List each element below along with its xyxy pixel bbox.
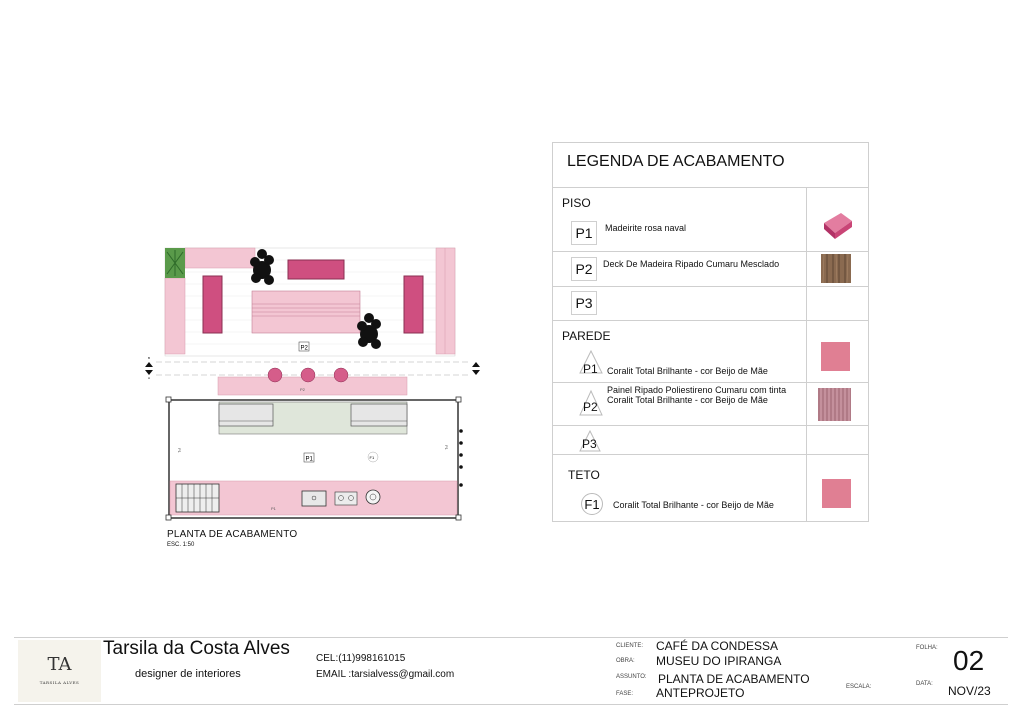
plan-scale: ESC. 1:50 [167, 542, 195, 548]
piso-code-p2: P2 [571, 257, 597, 281]
section-parede: PAREDE [562, 329, 611, 343]
teto-desc-f1: Coralit Total Brilhante - cor Beijo de Mãe [613, 500, 774, 510]
wall-tag-p1-small: P1 [271, 506, 276, 511]
teto-code-f1: F1 [581, 493, 603, 515]
parede-code-p1: P1 [583, 362, 598, 376]
bench-top [288, 260, 344, 279]
obra-label: OBRA: [616, 658, 635, 664]
door-hinge-icon [459, 429, 463, 487]
section-piso: PISO [562, 196, 591, 210]
swatch-coralit-wall [821, 342, 850, 371]
parede-desc-p2: Painel Ripado Poliestireno Cumaru com tinta Coralit Total Brilhante - cor Beijo de Mãe [607, 385, 787, 405]
stool-icon [268, 368, 348, 382]
fase-value: ANTEPROJETO [656, 686, 745, 700]
wall-tag-p1-right: P1 [444, 445, 449, 450]
logo-name: TARSILA ALVES [39, 680, 80, 685]
floor-tag-p2: P2 [300, 345, 308, 352]
folha-label: FOLHA: [916, 645, 938, 651]
fase-label: FASE: [616, 691, 634, 697]
client-value: CAFÉ DA CONDESSA [656, 639, 779, 653]
parede-code-p2: P2 [583, 400, 598, 414]
ceiling-tag-f1: F1 [369, 455, 375, 460]
plan-title: PLANTA DE ACABAMENTO [167, 529, 298, 540]
email: EMAIL :tarsialvess@gmail.com [316, 669, 455, 680]
section-label-b: B [148, 356, 151, 360]
sink-icon [302, 491, 326, 506]
deck-wall-right [436, 248, 455, 354]
swatch-coralit-ceiling [822, 479, 851, 508]
date-value: NOV/23 [948, 684, 991, 698]
wall-tag-p2-small: P2 [300, 387, 305, 392]
logo-monogram: TA [47, 654, 72, 675]
bench-right [404, 276, 423, 333]
studio-logo [18, 640, 101, 702]
floor-tag-p1: P1 [305, 456, 313, 463]
escala-label: ESCALA: [846, 684, 872, 690]
section-teto: TETO [568, 468, 600, 482]
display-fridge-right [351, 404, 407, 426]
piso-code-p1: P1 [571, 221, 597, 245]
display-fridge-left [219, 404, 273, 426]
finish-floor-plan [140, 244, 485, 524]
wall-tag-p1-left: P1 [177, 448, 182, 453]
assunto-value: PLANTA DE ACABAMENTO [658, 672, 810, 686]
deck-wall-top [185, 248, 255, 268]
sheet-number: 02 [953, 645, 985, 676]
designer-name: Tarsila da Costa Alves [103, 638, 290, 659]
designer-role: designer de interiores [135, 668, 241, 680]
bench-left [203, 276, 222, 333]
piso-desc-p2: Deck De Madeira Ripado Cumaru Mesclado [603, 259, 780, 269]
swatch-ripado-panel [818, 388, 851, 421]
piso-code-p3: P3 [571, 291, 597, 315]
deck-wall-left [165, 278, 185, 354]
section-label-a: A [148, 376, 151, 380]
parede-desc-p1: Coralit Total Brilhante - cor Beijo de Mãe [607, 366, 768, 376]
phone: CEL:(11)998161015 [316, 653, 406, 664]
finish-legend [552, 142, 869, 522]
piso-desc-p1: Madeirite rosa naval [605, 223, 687, 233]
obra-value: MUSEU DO IPIRANGA [656, 654, 782, 668]
swatch-deck-wood [821, 254, 851, 283]
client-label: CLIENTE: [616, 643, 644, 649]
assunto-label: ASSUNTO: [616, 674, 647, 680]
coffee-machine-icon [366, 490, 380, 504]
swatch-madeirite [821, 209, 855, 241]
parede-code-p3: P3 [582, 437, 597, 451]
data-label: DATA: [916, 681, 933, 687]
legend-title: LEGENDA DE ACABAMENTO [567, 153, 785, 170]
